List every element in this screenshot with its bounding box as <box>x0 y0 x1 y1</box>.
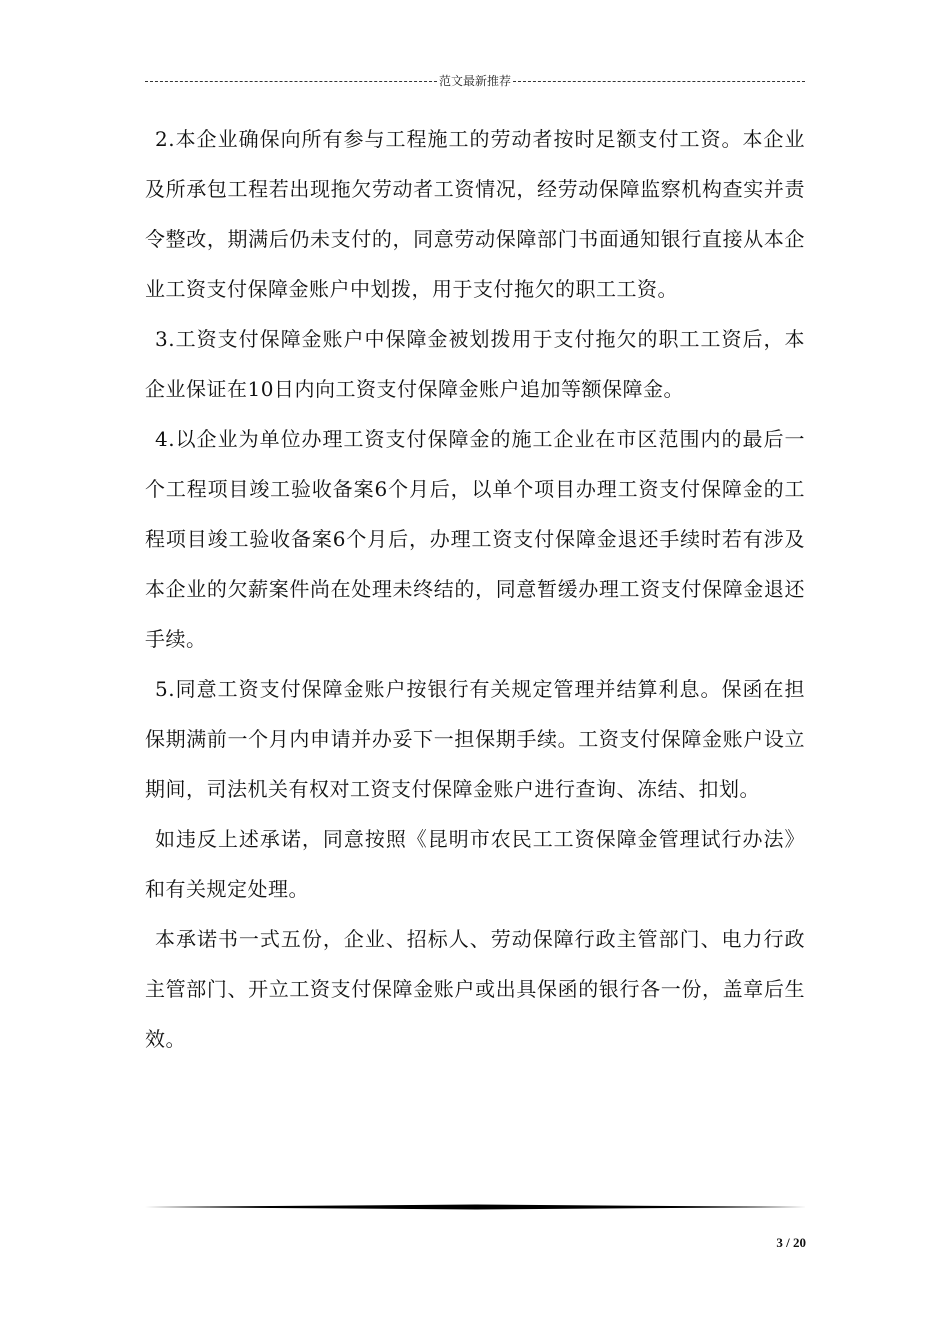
paragraph-item-2: 2.本企业确保向所有参与工程施工的劳动者按时足额支付工资。本企业及所承包工程若出现拖欠劳动者工资情况，经劳动保障监察机构查实并责令整改，期满后仍未支付的，同意劳动保障部门书面通知银行直接从本企业工资支付保障金账户中划拨，用于支付拖欠的职工工资。 <box>145 127 805 301</box>
paragraph-item-3: 3.工资支付保障金账户中保障金被划拨用于支付拖欠的职工工资后，本企业保证在10日内向工资支付保障金账户追加等额保障金。 <box>145 327 805 401</box>
paragraph-item-5: 5.同意工资支付保障金账户按银行有关规定管理并结算利息。保函在担保期满前一个月内申请并办妥下一担保期手续。工资支付保障金账户设立期间，司法机关有权对工资支付保障金账户进行查询、冻结、扣划。 <box>145 677 805 801</box>
paragraph-violation: 如违反上述承诺，同意按照《昆明市农民工工资保障金管理试行办法》和有关规定处理。 <box>145 827 805 901</box>
document-body <box>145 114 805 1064</box>
paragraph-item-4: 4.以企业为单位办理工资支付保障金的施工企业在市区范围内的最后一个工程项目竣工验收备案6个月后，以单个项目办理工资支付保障金的工程项目竣工验收备案6个月后，办理工资支付保障金退还手续时若有涉及本企业的欠薪案件尚在处理未终结的，同意暂缓办理工资支付保障金退还手续。 <box>145 427 805 651</box>
page-header <box>145 70 805 90</box>
footer-divider <box>145 1204 807 1210</box>
page-number: 3 / 20 <box>776 1235 806 1250</box>
header-dash-right <box>513 81 805 82</box>
header-dash-left <box>145 81 437 82</box>
paragraph-copies: 本承诺书一式五份，企业、招标人、劳动保障行政主管部门、电力行政主管部门、开立工资支付保障金账户或出具保函的银行各一份，盖章后生效。 <box>145 927 805 1051</box>
header-title: 范文最新推荐 <box>439 73 512 88</box>
